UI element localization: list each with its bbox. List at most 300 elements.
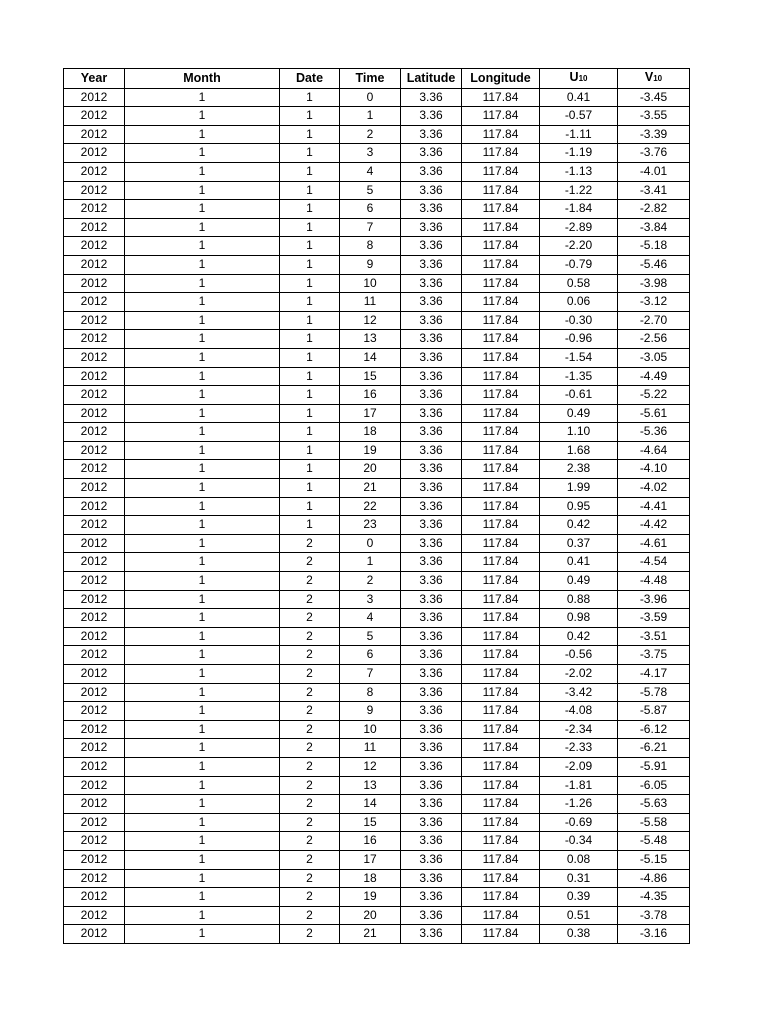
- cell-year: 2012: [64, 423, 125, 442]
- cell-u10: 0.88: [540, 590, 618, 609]
- cell-longitude: 117.84: [462, 423, 540, 442]
- cell-v10: -4.42: [618, 516, 690, 535]
- cell-time: 10: [340, 274, 401, 293]
- cell-longitude: 117.84: [462, 181, 540, 200]
- cell-longitude: 117.84: [462, 813, 540, 832]
- cell-u10: -2.89: [540, 218, 618, 237]
- cell-month: 1: [125, 144, 280, 163]
- cell-month: 1: [125, 590, 280, 609]
- cell-year: 2012: [64, 850, 125, 869]
- cell-year: 2012: [64, 181, 125, 200]
- cell-month: 1: [125, 479, 280, 498]
- cell-time: 7: [340, 665, 401, 684]
- table-row: [64, 813, 690, 832]
- cell-year: 2012: [64, 683, 125, 702]
- cell-time: 3: [340, 144, 401, 163]
- table-row: [64, 144, 690, 163]
- cell-year: 2012: [64, 125, 125, 144]
- table-row: [64, 404, 690, 423]
- cell-longitude: 117.84: [462, 330, 540, 349]
- table-row: [64, 906, 690, 925]
- cell-time: 1: [340, 553, 401, 572]
- cell-year: 2012: [64, 144, 125, 163]
- table-row: [64, 832, 690, 851]
- cell-u10: 0.41: [540, 88, 618, 107]
- cell-u10: -3.42: [540, 683, 618, 702]
- table-row: [64, 255, 690, 274]
- cell-v10: -4.61: [618, 534, 690, 553]
- cell-v10: -6.12: [618, 720, 690, 739]
- cell-v10: -4.86: [618, 869, 690, 888]
- cell-month: 1: [125, 386, 280, 405]
- cell-v10: -5.36: [618, 423, 690, 442]
- cell-time: 19: [340, 888, 401, 907]
- table-row: [64, 683, 690, 702]
- cell-year: 2012: [64, 869, 125, 888]
- cell-latitude: 3.36: [401, 88, 462, 107]
- cell-u10: 0.37: [540, 534, 618, 553]
- cell-date: 1: [280, 311, 340, 330]
- cell-u10: 2.38: [540, 460, 618, 479]
- cell-month: 1: [125, 162, 280, 181]
- cell-u10: 1.99: [540, 479, 618, 498]
- cell-date: 2: [280, 925, 340, 944]
- cell-month: 1: [125, 255, 280, 274]
- cell-latitude: 3.36: [401, 200, 462, 219]
- cell-date: 1: [280, 497, 340, 516]
- cell-u10: -1.81: [540, 776, 618, 795]
- cell-date: 1: [280, 367, 340, 386]
- cell-year: 2012: [64, 609, 125, 628]
- cell-longitude: 117.84: [462, 720, 540, 739]
- cell-v10: -4.02: [618, 479, 690, 498]
- cell-date: 2: [280, 553, 340, 572]
- table-row: [64, 776, 690, 795]
- cell-month: 1: [125, 293, 280, 312]
- cell-latitude: 3.36: [401, 348, 462, 367]
- cell-year: 2012: [64, 739, 125, 758]
- cell-longitude: 117.84: [462, 888, 540, 907]
- cell-longitude: 117.84: [462, 646, 540, 665]
- cell-month: 1: [125, 795, 280, 814]
- cell-longitude: 117.84: [462, 739, 540, 758]
- cell-month: 1: [125, 125, 280, 144]
- cell-u10: -2.34: [540, 720, 618, 739]
- cell-longitude: 117.84: [462, 348, 540, 367]
- header-month: Month: [125, 69, 280, 89]
- cell-month: 1: [125, 757, 280, 776]
- cell-latitude: 3.36: [401, 832, 462, 851]
- cell-date: 1: [280, 107, 340, 126]
- cell-month: 1: [125, 702, 280, 721]
- cell-year: 2012: [64, 627, 125, 646]
- cell-date: 1: [280, 330, 340, 349]
- header-row: [64, 69, 690, 89]
- cell-u10: 0.95: [540, 497, 618, 516]
- cell-year: 2012: [64, 479, 125, 498]
- cell-v10: -3.45: [618, 88, 690, 107]
- cell-longitude: 117.84: [462, 162, 540, 181]
- table-row: [64, 348, 690, 367]
- cell-longitude: 117.84: [462, 683, 540, 702]
- cell-year: 2012: [64, 516, 125, 535]
- cell-latitude: 3.36: [401, 274, 462, 293]
- cell-u10: 1.68: [540, 441, 618, 460]
- cell-date: 1: [280, 218, 340, 237]
- cell-month: 1: [125, 441, 280, 460]
- cell-latitude: 3.36: [401, 144, 462, 163]
- table-body: [64, 88, 690, 943]
- cell-year: 2012: [64, 404, 125, 423]
- table-row: [64, 609, 690, 628]
- cell-v10: -3.39: [618, 125, 690, 144]
- cell-time: 21: [340, 479, 401, 498]
- cell-v10: -5.46: [618, 255, 690, 274]
- table-row: [64, 702, 690, 721]
- cell-v10: -3.75: [618, 646, 690, 665]
- cell-longitude: 117.84: [462, 460, 540, 479]
- cell-time: 13: [340, 776, 401, 795]
- table-row: [64, 181, 690, 200]
- cell-longitude: 117.84: [462, 795, 540, 814]
- cell-year: 2012: [64, 367, 125, 386]
- table-row: [64, 423, 690, 442]
- cell-time: 23: [340, 516, 401, 535]
- cell-month: 1: [125, 683, 280, 702]
- cell-u10: -0.34: [540, 832, 618, 851]
- wind-data-table: [63, 68, 690, 944]
- cell-date: 1: [280, 293, 340, 312]
- cell-u10: -0.57: [540, 107, 618, 126]
- cell-u10: 0.49: [540, 572, 618, 591]
- cell-u10: -1.22: [540, 181, 618, 200]
- cell-v10: -3.16: [618, 925, 690, 944]
- cell-v10: -4.35: [618, 888, 690, 907]
- header-u10: U10: [540, 69, 618, 89]
- cell-u10: -1.11: [540, 125, 618, 144]
- cell-longitude: 117.84: [462, 869, 540, 888]
- cell-latitude: 3.36: [401, 367, 462, 386]
- cell-v10: -3.98: [618, 274, 690, 293]
- cell-month: 1: [125, 367, 280, 386]
- cell-v10: -5.87: [618, 702, 690, 721]
- cell-v10: -4.49: [618, 367, 690, 386]
- cell-year: 2012: [64, 646, 125, 665]
- cell-date: 1: [280, 348, 340, 367]
- table-row: [64, 720, 690, 739]
- cell-longitude: 117.84: [462, 572, 540, 591]
- cell-year: 2012: [64, 386, 125, 405]
- table-row: [64, 497, 690, 516]
- cell-time: 8: [340, 237, 401, 256]
- table-row: [64, 590, 690, 609]
- cell-time: 12: [340, 311, 401, 330]
- cell-latitude: 3.36: [401, 516, 462, 535]
- cell-latitude: 3.36: [401, 869, 462, 888]
- cell-latitude: 3.36: [401, 107, 462, 126]
- cell-latitude: 3.36: [401, 739, 462, 758]
- table-row: [64, 162, 690, 181]
- cell-v10: -4.48: [618, 572, 690, 591]
- cell-date: 1: [280, 237, 340, 256]
- cell-month: 1: [125, 534, 280, 553]
- cell-latitude: 3.36: [401, 497, 462, 516]
- cell-time: 22: [340, 497, 401, 516]
- cell-date: 2: [280, 888, 340, 907]
- cell-longitude: 117.84: [462, 107, 540, 126]
- cell-latitude: 3.36: [401, 479, 462, 498]
- cell-time: 3: [340, 590, 401, 609]
- table-row: [64, 107, 690, 126]
- cell-month: 1: [125, 88, 280, 107]
- cell-longitude: 117.84: [462, 590, 540, 609]
- cell-date: 1: [280, 441, 340, 460]
- cell-latitude: 3.36: [401, 311, 462, 330]
- cell-v10: -5.58: [618, 813, 690, 832]
- cell-longitude: 117.84: [462, 757, 540, 776]
- cell-year: 2012: [64, 888, 125, 907]
- table-row: [64, 627, 690, 646]
- cell-year: 2012: [64, 813, 125, 832]
- cell-time: 4: [340, 162, 401, 181]
- cell-latitude: 3.36: [401, 720, 462, 739]
- cell-month: 1: [125, 460, 280, 479]
- cell-latitude: 3.36: [401, 813, 462, 832]
- cell-latitude: 3.36: [401, 572, 462, 591]
- cell-v10: -3.05: [618, 348, 690, 367]
- cell-v10: -5.22: [618, 386, 690, 405]
- cell-longitude: 117.84: [462, 479, 540, 498]
- cell-longitude: 117.84: [462, 776, 540, 795]
- cell-year: 2012: [64, 702, 125, 721]
- cell-v10: -2.70: [618, 311, 690, 330]
- table-row: [64, 293, 690, 312]
- cell-v10: -4.54: [618, 553, 690, 572]
- cell-longitude: 117.84: [462, 850, 540, 869]
- cell-u10: 0.39: [540, 888, 618, 907]
- table-row: [64, 311, 690, 330]
- cell-date: 2: [280, 627, 340, 646]
- cell-u10: -0.79: [540, 255, 618, 274]
- cell-date: 1: [280, 479, 340, 498]
- table-row: [64, 739, 690, 758]
- cell-v10: -4.64: [618, 441, 690, 460]
- cell-latitude: 3.36: [401, 702, 462, 721]
- cell-v10: -3.55: [618, 107, 690, 126]
- cell-u10: 0.06: [540, 293, 618, 312]
- cell-time: 9: [340, 702, 401, 721]
- cell-year: 2012: [64, 572, 125, 591]
- cell-date: 1: [280, 88, 340, 107]
- cell-u10: 0.98: [540, 609, 618, 628]
- cell-longitude: 117.84: [462, 311, 540, 330]
- cell-date: 1: [280, 516, 340, 535]
- table-row: [64, 795, 690, 814]
- cell-time: 19: [340, 441, 401, 460]
- cell-u10: 1.10: [540, 423, 618, 442]
- table-row: [64, 888, 690, 907]
- cell-year: 2012: [64, 906, 125, 925]
- cell-date: 2: [280, 850, 340, 869]
- table-row: [64, 572, 690, 591]
- cell-month: 1: [125, 553, 280, 572]
- cell-year: 2012: [64, 925, 125, 944]
- cell-date: 2: [280, 702, 340, 721]
- cell-month: 1: [125, 497, 280, 516]
- cell-date: 1: [280, 162, 340, 181]
- cell-u10: -2.02: [540, 665, 618, 684]
- cell-year: 2012: [64, 497, 125, 516]
- cell-latitude: 3.36: [401, 925, 462, 944]
- cell-time: 9: [340, 255, 401, 274]
- cell-month: 1: [125, 627, 280, 646]
- cell-month: 1: [125, 869, 280, 888]
- cell-latitude: 3.36: [401, 683, 462, 702]
- cell-v10: -4.01: [618, 162, 690, 181]
- cell-time: 6: [340, 646, 401, 665]
- cell-longitude: 117.84: [462, 274, 540, 293]
- cell-v10: -6.05: [618, 776, 690, 795]
- cell-v10: -3.96: [618, 590, 690, 609]
- cell-v10: -3.51: [618, 627, 690, 646]
- cell-v10: -5.61: [618, 404, 690, 423]
- table-row: [64, 534, 690, 553]
- table-row: [64, 125, 690, 144]
- table-row: [64, 218, 690, 237]
- cell-u10: -2.20: [540, 237, 618, 256]
- cell-month: 1: [125, 906, 280, 925]
- cell-time: 15: [340, 367, 401, 386]
- cell-u10: -1.54: [540, 348, 618, 367]
- cell-date: 1: [280, 274, 340, 293]
- cell-date: 2: [280, 832, 340, 851]
- cell-v10: -2.82: [618, 200, 690, 219]
- table-row: [64, 553, 690, 572]
- cell-date: 2: [280, 813, 340, 832]
- table-row: [64, 200, 690, 219]
- cell-month: 1: [125, 776, 280, 795]
- cell-year: 2012: [64, 757, 125, 776]
- cell-longitude: 117.84: [462, 218, 540, 237]
- cell-longitude: 117.84: [462, 553, 540, 572]
- cell-month: 1: [125, 609, 280, 628]
- cell-u10: -0.69: [540, 813, 618, 832]
- cell-time: 2: [340, 125, 401, 144]
- table-row: [64, 479, 690, 498]
- cell-u10: 0.38: [540, 925, 618, 944]
- cell-year: 2012: [64, 534, 125, 553]
- cell-longitude: 117.84: [462, 404, 540, 423]
- cell-v10: -3.12: [618, 293, 690, 312]
- cell-month: 1: [125, 218, 280, 237]
- cell-u10: -2.33: [540, 739, 618, 758]
- cell-time: 18: [340, 869, 401, 888]
- cell-longitude: 117.84: [462, 534, 540, 553]
- cell-date: 2: [280, 739, 340, 758]
- cell-u10: 0.58: [540, 274, 618, 293]
- cell-year: 2012: [64, 107, 125, 126]
- cell-year: 2012: [64, 200, 125, 219]
- cell-latitude: 3.36: [401, 181, 462, 200]
- cell-latitude: 3.36: [401, 386, 462, 405]
- header-v10: V10: [618, 69, 690, 89]
- cell-u10: -1.19: [540, 144, 618, 163]
- table-row: [64, 850, 690, 869]
- cell-time: 13: [340, 330, 401, 349]
- cell-v10: -4.17: [618, 665, 690, 684]
- cell-date: 1: [280, 460, 340, 479]
- cell-year: 2012: [64, 553, 125, 572]
- cell-year: 2012: [64, 162, 125, 181]
- cell-latitude: 3.36: [401, 646, 462, 665]
- cell-time: 10: [340, 720, 401, 739]
- cell-longitude: 117.84: [462, 832, 540, 851]
- cell-v10: -3.84: [618, 218, 690, 237]
- cell-date: 2: [280, 665, 340, 684]
- cell-latitude: 3.36: [401, 255, 462, 274]
- cell-latitude: 3.36: [401, 795, 462, 814]
- cell-longitude: 117.84: [462, 497, 540, 516]
- cell-time: 20: [340, 906, 401, 925]
- cell-date: 2: [280, 795, 340, 814]
- cell-v10: -5.48: [618, 832, 690, 851]
- cell-date: 1: [280, 423, 340, 442]
- cell-longitude: 117.84: [462, 88, 540, 107]
- cell-time: 15: [340, 813, 401, 832]
- table-row: [64, 237, 690, 256]
- cell-time: 5: [340, 627, 401, 646]
- cell-u10: 0.42: [540, 516, 618, 535]
- table-row: [64, 441, 690, 460]
- cell-time: 4: [340, 609, 401, 628]
- cell-latitude: 3.36: [401, 460, 462, 479]
- cell-v10: -2.56: [618, 330, 690, 349]
- cell-longitude: 117.84: [462, 125, 540, 144]
- table-row: [64, 869, 690, 888]
- cell-month: 1: [125, 423, 280, 442]
- cell-month: 1: [125, 720, 280, 739]
- cell-u10: 0.42: [540, 627, 618, 646]
- cell-u10: 0.08: [540, 850, 618, 869]
- cell-month: 1: [125, 925, 280, 944]
- cell-month: 1: [125, 665, 280, 684]
- table-row: [64, 367, 690, 386]
- cell-date: 1: [280, 200, 340, 219]
- cell-time: 17: [340, 850, 401, 869]
- cell-time: 20: [340, 460, 401, 479]
- cell-latitude: 3.36: [401, 906, 462, 925]
- cell-date: 1: [280, 125, 340, 144]
- cell-date: 2: [280, 572, 340, 591]
- cell-month: 1: [125, 107, 280, 126]
- table-row: [64, 646, 690, 665]
- cell-date: 1: [280, 181, 340, 200]
- cell-time: 21: [340, 925, 401, 944]
- cell-u10: -2.09: [540, 757, 618, 776]
- cell-longitude: 117.84: [462, 386, 540, 405]
- cell-latitude: 3.36: [401, 665, 462, 684]
- cell-year: 2012: [64, 88, 125, 107]
- cell-month: 1: [125, 404, 280, 423]
- cell-v10: -3.59: [618, 609, 690, 628]
- cell-year: 2012: [64, 776, 125, 795]
- cell-time: 7: [340, 218, 401, 237]
- cell-u10: 0.51: [540, 906, 618, 925]
- table-row: [64, 925, 690, 944]
- cell-date: 2: [280, 906, 340, 925]
- cell-month: 1: [125, 237, 280, 256]
- cell-time: 0: [340, 534, 401, 553]
